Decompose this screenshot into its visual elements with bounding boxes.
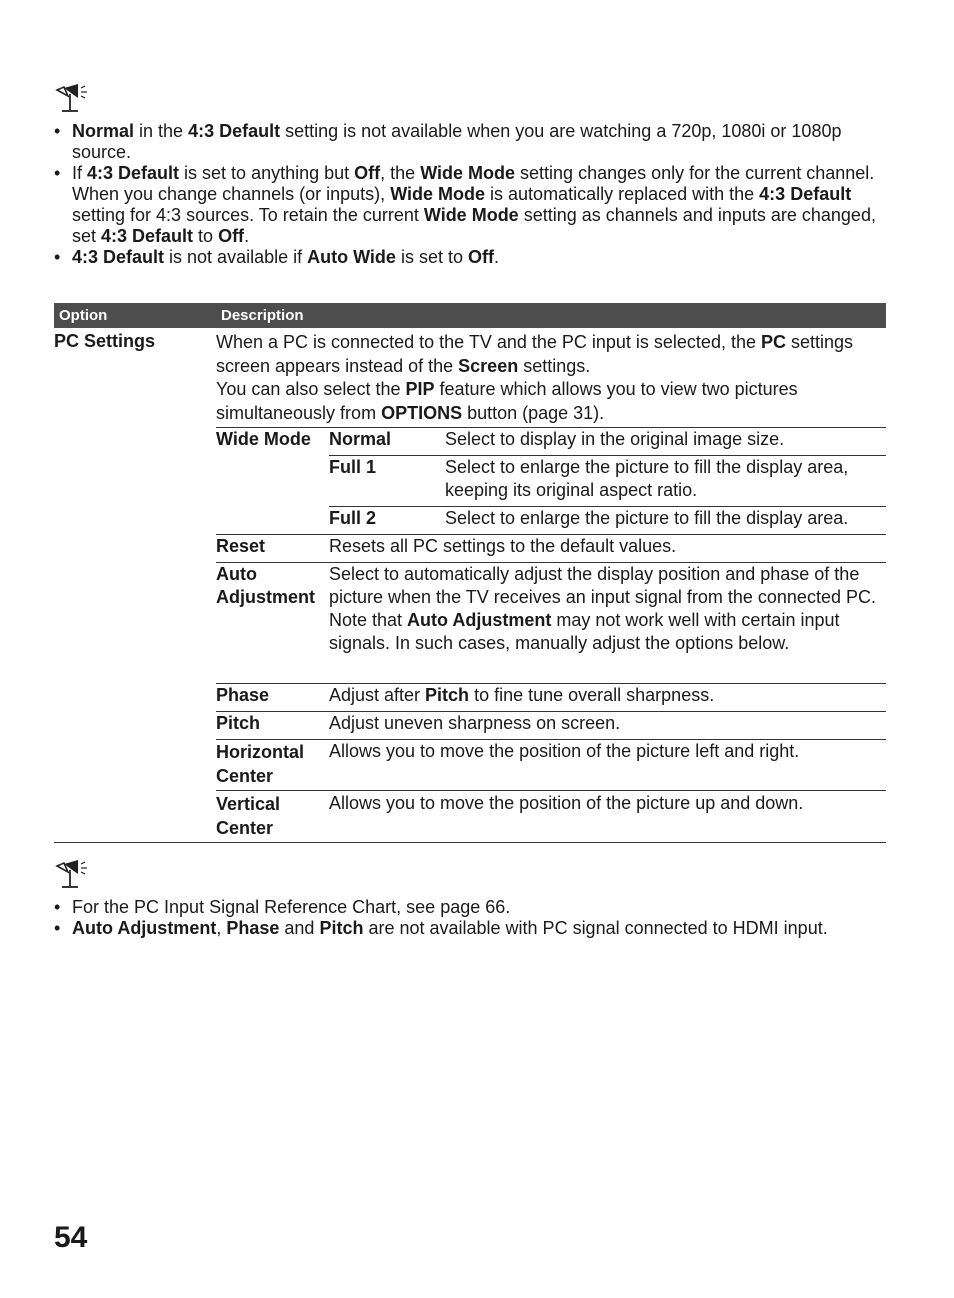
phase-desc: Adjust after Pitch to fine tune overall sharpness.	[329, 685, 715, 705]
notes-top-list	[54, 121, 888, 268]
note-lamp-icon	[54, 82, 92, 116]
list-item: • If 4:3 Default is set to anything but Off, the Wide Mode setting changes only for the current channel. When you change channels (or inputs), Wide Mode is automatically replaced with the 4:3 Default setting for 4:3 sources. To retain the current Wide Mode setting as channels and inputs are changed, set 4:3 Default to Off.	[54, 163, 888, 247]
mode-full2-desc: Select to enlarge the picture to fill the display area.	[445, 508, 849, 528]
header-description: Description	[221, 307, 304, 324]
page-number: 54	[54, 1221, 88, 1254]
auto-adjustment-desc: Select to automatically adjust the display position and phase of the picture when the TV receives an input signal from the connected PC. Note that Auto Adjustment may not work well with certain input signals. In such cases, manually adjust the options below.	[329, 564, 876, 653]
list-item: • 4:3 Default is not available if Auto Wide is set to Off.	[54, 247, 888, 268]
vertical-center-label: Vertical Center	[216, 794, 281, 838]
reset-desc: Resets all PC settings to the default values.	[329, 536, 677, 556]
mode-full1: Full 1	[329, 457, 377, 477]
mode-normal-desc: Select to display in the original image size.	[445, 429, 785, 449]
pitch-desc: Adjust uneven sharpness on screen.	[329, 713, 621, 733]
mode-full1-desc: Select to enlarge the picture to fill the display area, keeping its original aspect ratio.	[445, 457, 849, 500]
reset-label: Reset	[216, 536, 266, 556]
list-item: • Auto Adjustment, Phase and Pitch are not available with PC signal connected to HDMI input.	[54, 918, 888, 939]
list-item: • For the PC Input Signal Reference Chart, see page 66.	[54, 897, 888, 918]
table-bottom-rule	[54, 842, 886, 843]
vertical-center-desc: Allows you to move the position of the picture up and down.	[329, 793, 804, 813]
horizontal-center-label: Horizontal Center	[216, 742, 304, 786]
phase-label: Phase	[216, 685, 270, 705]
pc-settings-description: When a PC is connected to the TV and the PC input is selected, the PC settings screen appears instead of the Screen settings. You can also select the PIP feature which allows you to view two pictures simultaneously from OPTIONS button (page 31).	[216, 332, 854, 423]
mode-full2: Full 2	[329, 508, 377, 528]
mode-normal: Normal	[329, 429, 392, 449]
divider	[216, 790, 886, 791]
table-header	[54, 303, 886, 328]
header-option: Option	[59, 307, 108, 324]
wide-mode-label: Wide Mode	[216, 429, 311, 449]
list-item: • Normal in the 4:3 Default setting is not available when you are watching a 720p, 1080i or 1080p source.	[54, 121, 888, 163]
pitch-label: Pitch	[216, 713, 261, 733]
horizontal-center-desc: Allows you to move the position of the picture left and right.	[329, 741, 800, 761]
notes-bottom-list	[54, 897, 888, 939]
auto-adjustment-label: Auto Adjustment	[216, 564, 315, 607]
row-label-pc-settings: PC Settings	[54, 331, 156, 351]
note-lamp-icon	[54, 858, 92, 892]
